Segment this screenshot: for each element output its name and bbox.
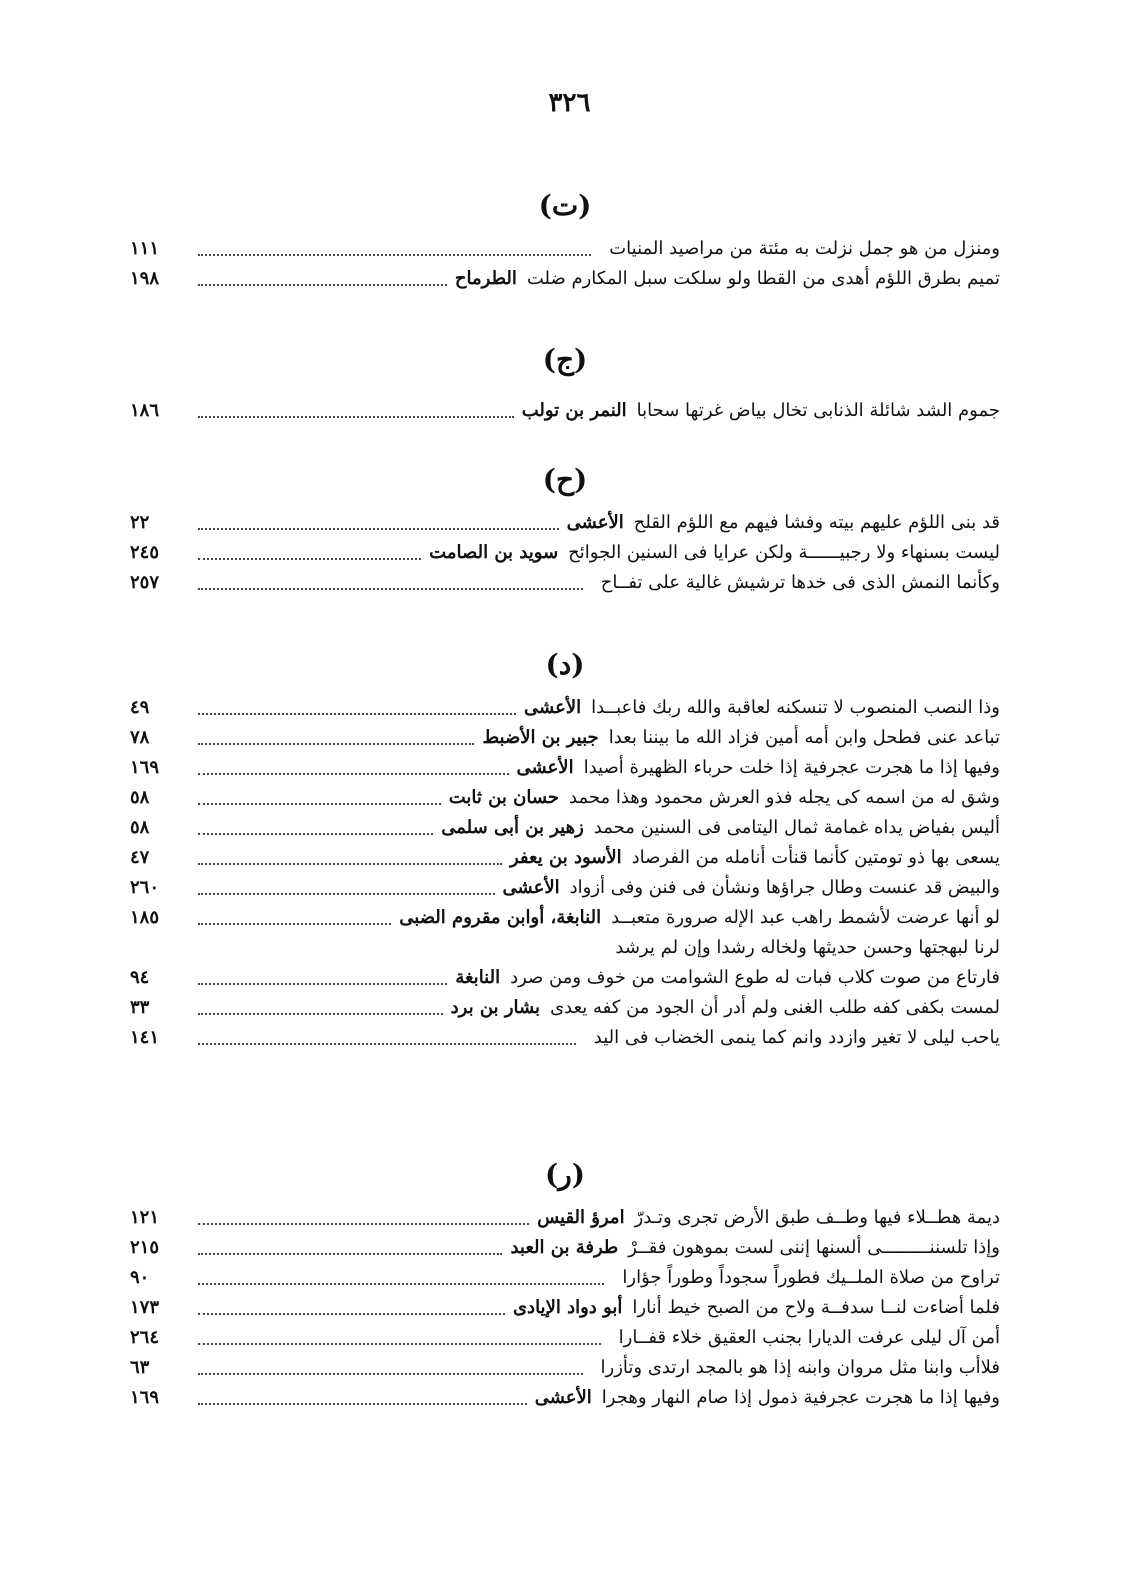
dot-leader	[198, 1283, 604, 1285]
section-jim	[130, 340, 1000, 426]
page-ref: ٢٦٠	[130, 877, 160, 898]
page-ref: ٢٥٧	[130, 572, 160, 593]
poet-name: زهير بن أبى سلمى	[441, 817, 584, 838]
page-ref: ٢٦٤	[130, 1327, 160, 1348]
verse-entry	[130, 1323, 1000, 1353]
verse-entry	[130, 1353, 1000, 1383]
dot-leader	[198, 983, 447, 985]
verse-entry	[130, 1383, 1000, 1413]
page-ref: ٤٧	[130, 847, 150, 868]
verse-entry	[130, 693, 1000, 723]
verse-entry	[130, 873, 1000, 903]
verse-text: وكأنما النمش الذى فى خدها ترشيش غالية على تفــاح	[600, 572, 1000, 593]
poet-name: الأعشى	[502, 877, 560, 898]
verse-entry	[130, 264, 1000, 294]
dot-leader	[198, 1253, 502, 1255]
page-ref: ٤٩	[130, 697, 150, 718]
page-ref: ٦٣	[130, 1357, 150, 1378]
dot-leader	[198, 558, 421, 560]
verse-text: وفيها إذا ما هجرت عجرفية إذا خلت حرباء الظهيرة أصيدا	[583, 757, 1000, 778]
verse-entry	[130, 723, 1000, 753]
dot-leader	[198, 1313, 505, 1315]
page-ref: ١٦٩	[130, 757, 160, 778]
page-ref: ١٧٣	[130, 1297, 160, 1318]
dot-leader	[198, 1013, 443, 1015]
verse-entry	[130, 963, 1000, 993]
page-ref: ٩٤	[130, 967, 150, 988]
verse-entry	[130, 843, 1000, 873]
verse-entry	[130, 538, 1000, 568]
verse-entry	[130, 396, 1000, 426]
poet-name: امرؤ القيس	[537, 1207, 625, 1228]
dot-leader	[198, 1373, 583, 1375]
poet-name: جبير بن الأضبط	[482, 727, 599, 748]
verse-entry	[130, 783, 1000, 813]
page-ref: ١٨٥	[130, 907, 160, 928]
section-letter: (د)	[545, 648, 585, 681]
verse-text: فارتاع من صوت كلاب فبات له طوع الشوامت من خوف ومن صرد	[510, 967, 1000, 988]
verse-text: أليس بفياض يداه غمامة ثمال اليتامى فى السنين محمد	[593, 817, 1000, 838]
section-letter: (ح)	[542, 463, 588, 496]
page-ref: ٧٨	[130, 727, 150, 748]
poet-name: الطرماح	[454, 268, 517, 289]
poet-name: الأسود بن يعفر	[510, 847, 622, 868]
verse-entry	[130, 903, 1000, 933]
verse-text: تراوح من صلاة الملــيك فطوراً سجوداً وطوراً جؤارا	[622, 1267, 1000, 1288]
verse-text: جموم الشد شائلة الذنابى تخال بياض غرتها سحابا	[636, 400, 1000, 421]
page-ref: ١٩٨	[130, 268, 160, 289]
verse-text: وشق له من اسمه كى يجله فذو العرش محمود وهذا محمد	[569, 787, 1000, 808]
verse-entry	[130, 993, 1000, 1023]
page-number: ٣٢٦	[548, 88, 591, 118]
dot-leader	[198, 1403, 527, 1405]
verse-text: يسعى بها ذو تومتين كأنما قنأت أنامله من الفرصاد	[631, 847, 1000, 868]
page-ref: ٣٣	[130, 997, 150, 1018]
poet-name: الأعشى	[524, 697, 582, 718]
page-ref: ٢٢	[130, 512, 150, 533]
verse-entry	[130, 753, 1000, 783]
dot-leader	[198, 1223, 529, 1225]
section-ha	[130, 460, 1000, 598]
verse-text: وإذا تلسننـــــــــى ألسنها إننى لست بموهون فقــرْ	[628, 1237, 1000, 1258]
section-ra	[130, 1155, 1000, 1413]
dot-leader	[198, 588, 583, 590]
page-ref: ١٤١	[130, 1027, 160, 1048]
section-letter: (ت)	[538, 189, 592, 222]
page-ref: ٥٨	[130, 787, 150, 808]
poet-name: أبو دواد الإيادى	[512, 1297, 623, 1318]
verse-entry	[130, 1203, 1000, 1233]
verse-entry	[130, 1293, 1000, 1323]
dot-leader	[198, 743, 474, 745]
dot-leader	[198, 254, 591, 256]
verse-text: قد بنى اللؤم عليهم بيته وفشا فيهم مع اللؤم القلح	[633, 512, 1000, 533]
dot-leader	[198, 923, 391, 925]
poet-name: النابغة	[455, 967, 501, 988]
verse-text: لرنا لبهجتها وحسن حديثها ولخاله رشدا وإن لم يرشد	[615, 937, 1000, 958]
verse-entry	[130, 933, 1000, 963]
section-ta	[130, 186, 1000, 294]
verse-entry	[130, 813, 1000, 843]
dot-leader	[198, 893, 495, 895]
dot-leader	[198, 416, 514, 418]
page-ref: ١٨٦	[130, 400, 160, 421]
verse-text: وفيها إذا ما هجرت عجرفية ذمول إذا صام النهار وهجرا	[601, 1387, 1000, 1408]
page-ref: ١٢١	[130, 1207, 160, 1228]
page-ref: ٢٤٥	[130, 542, 160, 563]
verse-text: ليست بسنهاء ولا رجبيــــــة ولكن عرايا فى السنين الجوائح	[568, 542, 1000, 563]
verse-text: فلما أضاءت لنــا سدفــة ولاح من الصبح خيط أنارا	[632, 1297, 1000, 1318]
section-letter: (ج)	[542, 343, 588, 376]
page-ref: ٥٨	[130, 817, 150, 838]
verse-entry	[130, 234, 1000, 264]
page-ref: ١٦٩	[130, 1387, 160, 1408]
verse-entry	[130, 1263, 1000, 1293]
verse-text: تميم بطرق اللؤم أهدى من القطا ولو سلكت سبل المكارم ضلت	[526, 268, 1000, 289]
poet-name: الأعشى	[516, 757, 574, 778]
poet-name: طرفة بن العبد	[510, 1237, 619, 1258]
dot-leader	[198, 803, 441, 805]
poet-name: بشار بن برد	[450, 997, 541, 1018]
verse-text: لمست بكفى كفه طلب الغنى ولم أدر أن الجود من كفه يعدى	[550, 997, 1000, 1018]
poet-name: سويد بن الصامت	[429, 542, 559, 563]
dot-leader	[198, 713, 516, 715]
verse-entry	[130, 1023, 1000, 1053]
dot-leader	[198, 773, 509, 775]
verse-text: لو أنها عرضت لأشمط راهب عبد الإله صرورة متعبــد	[611, 907, 1000, 928]
dot-leader	[198, 863, 502, 865]
verse-text: ياحب ليلى لا تغير وازدد وانم كما ينمى الخضاب فى اليد	[593, 1027, 1000, 1048]
verse-text: والبيض قد عنست وطال جراؤها ونشأن فى فنن وفى أزواد	[569, 877, 1000, 898]
poet-name: الأعشى	[566, 512, 624, 533]
verse-text: فلاأب وابنا مثل مروان وابنه إذا هو بالمجد ارتدى وتأزرا	[600, 1357, 1000, 1378]
verse-entry	[130, 568, 1000, 598]
section-dal	[130, 645, 1000, 1053]
verse-entry	[130, 508, 1000, 538]
poet-name: النمر بن تولب	[521, 400, 627, 421]
poet-name: النابغة، أوابن مقروم الضبى	[399, 907, 602, 928]
verse-entry	[130, 1233, 1000, 1263]
verse-text: وذا النصب المنصوب لا تنسكنه لعاقبة والله ربك فاعبــدا	[591, 697, 1000, 718]
section-letter: (ر)	[544, 1158, 586, 1191]
page-ref: ٢١٥	[130, 1237, 160, 1258]
verse-text: ومنزل من هو جمل نزلت به مئتة من مراصيد المنيات	[609, 238, 1000, 259]
dot-leader	[198, 1043, 576, 1045]
verse-text: تباعد عنى فطحل وابن أمه أمين فزاد الله ما بيننا بعدا	[608, 727, 1000, 748]
verse-text: ديمة هطــلاء فيها وطــف طبق الأرض تجرى وتـدرّ	[634, 1207, 1000, 1228]
dot-leader	[198, 833, 433, 835]
dot-leader	[198, 1343, 601, 1345]
verse-text: أمن آل ليلى عرفت الديارا بجنب العقيق خلاء قفــارا	[618, 1327, 1000, 1348]
dot-leader	[198, 528, 559, 530]
poet-name: حسان بن ثابت	[448, 787, 560, 808]
page-ref: ٩٠	[130, 1267, 150, 1288]
poet-name: الأعشى	[534, 1387, 592, 1408]
dot-leader	[198, 284, 447, 286]
page-ref: ١١١	[130, 238, 160, 259]
